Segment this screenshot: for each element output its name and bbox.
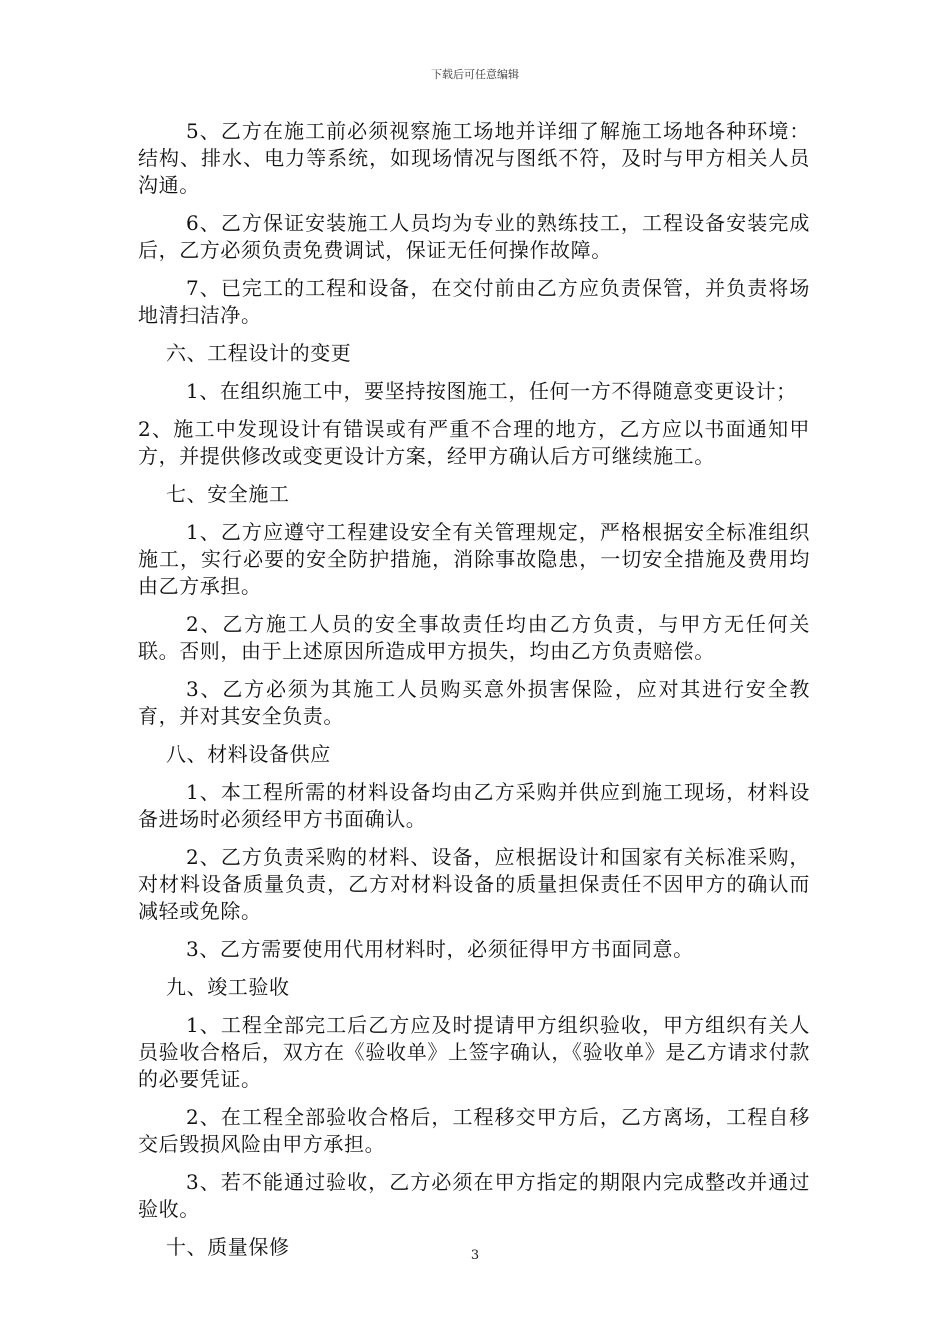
- section-heading-design-change: 六、工程设计的变更: [166, 341, 352, 365]
- acceptance-clause-2: 2、在工程全部验收合格后，工程移交甲方后，乙方离场，工程自移交后毁损风险由甲方承担。: [138, 1105, 810, 1156]
- section-heading-materials: 八、材料设备供应: [166, 742, 331, 766]
- clause-5-site-survey: 5、乙方在施工前必须视察施工场地并详细了解施工场地各种环境：结构、排水、电力等系统，如现场情况与图纸不符，及时与甲方相关人员沟通。: [138, 119, 810, 197]
- acceptance-clause-1: 1、工程全部完工后乙方应及时提请甲方组织验收，甲方组织有关人员验收合格后，双方在《验收单》上签字确认，《验收单》是乙方请求付款的必要凭证。: [138, 1013, 810, 1091]
- materials-clause-3: 3、乙方需要使用代用材料时，必须征得甲方书面同意。: [186, 937, 694, 961]
- materials-clause-2: 2、乙方负责采购的材料、设备，应根据设计和国家有关标准采购，对材料设备质量负责，乙方对材料设备的质量担保责任不因甲方的确认而减轻或免除。: [138, 845, 810, 923]
- safety-clause-2: 2、乙方施工人员的安全事故责任均由乙方负责，与甲方无任何关联。否则，由于上述原因所造成甲方损失，均由乙方负责赔偿。: [138, 612, 810, 663]
- section-heading-acceptance: 九、竣工验收: [166, 975, 290, 999]
- design-change-clause-1: 1、在组织施工中，要坚持按图施工，任何一方不得随意变更设计；: [186, 379, 797, 403]
- section-heading-safety: 七、安全施工: [166, 482, 290, 506]
- page-header: 下载后可任意编辑: [431, 68, 519, 81]
- page-number: 3: [470, 1248, 480, 1263]
- section-heading-warranty: 十、质量保修: [166, 1235, 290, 1259]
- design-change-clause-2: 2、施工中发现设计有错误或有严重不合理的地方，乙方应以书面通知甲方，并提供修改或变更设计方案，经甲方确认后方可继续施工。: [138, 417, 810, 468]
- acceptance-clause-3: 3、若不能通过验收，乙方必须在甲方指定的期限内完成整改并通过验收。: [138, 1170, 810, 1221]
- safety-clause-3: 3、乙方必须为其施工人员购买意外损害保险，应对其进行安全教育，并对其安全负责。: [138, 677, 810, 728]
- safety-clause-1: 1、乙方应遵守工程建设安全有关管理规定，严格根据安全标准组织施工，实行必要的安全防护措施，消除事故隐患，一切安全措施及费用均由乙方承担。: [138, 520, 810, 598]
- clause-6-installation-staff: 6、乙方保证安装施工人员均为专业的熟练技工，工程设备安装完成后，乙方必须负责免费调试，保证无任何操作故障。: [138, 211, 810, 262]
- materials-clause-1: 1、本工程所需的材料设备均由乙方采购并供应到施工现场，材料设备进场时必须经甲方书面确认。: [138, 780, 810, 831]
- document-body: [138, 118, 810, 1272]
- clause-7-custody: 7、已完工的工程和设备，在交付前由乙方应负责保管，并负责将场地清扫洁净。: [138, 276, 810, 327]
